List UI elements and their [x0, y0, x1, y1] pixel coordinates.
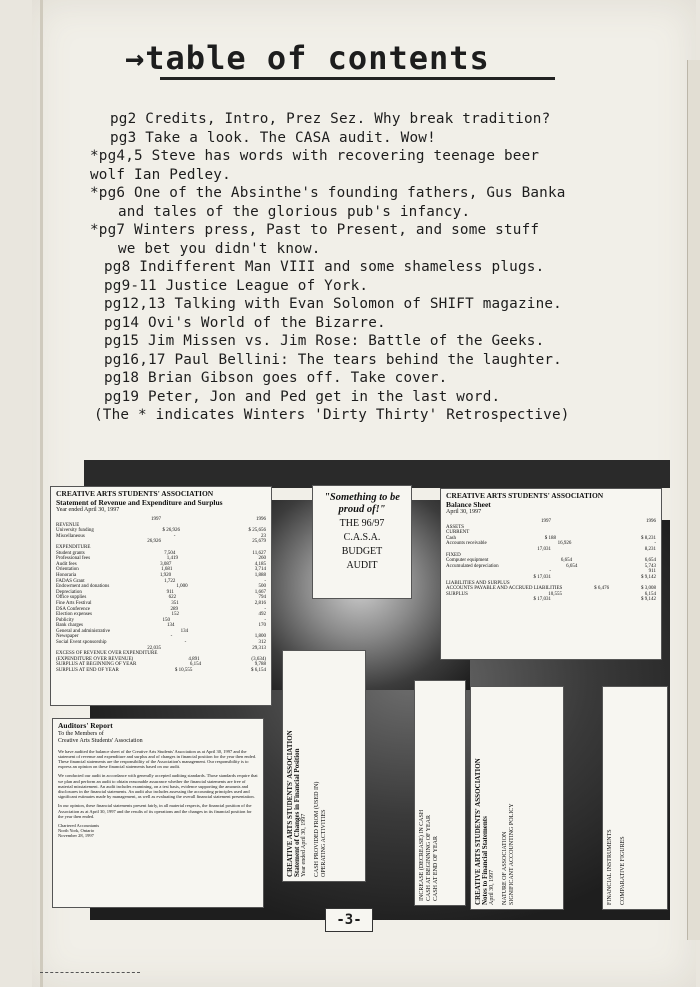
balance-org: CREATIVE ARTS STUDENTS' ASSOCIATION: [446, 491, 604, 500]
table-cell: DSA Conference: [56, 606, 91, 612]
table-cell: 22,035: [147, 645, 161, 651]
changes-line: OPERATING ACTIVITIES: [321, 809, 327, 877]
table-cell: 170: [258, 623, 266, 629]
table-cell: Accumulated depreciation: [446, 563, 499, 569]
toc-item: *pg6 One of the Absinthe's founding fathers, Gus Banka: [90, 185, 566, 201]
auditors-signature: November 28, 1997: [58, 833, 94, 839]
notes-statement: [470, 686, 564, 910]
changes-line: CASH PROVIDED FROM (USED IN): [314, 781, 320, 877]
table-cell: 1,667: [254, 589, 266, 595]
table-cell: Publicity: [56, 617, 75, 623]
table-cell: 3,087: [160, 561, 172, 567]
col-header: 1997: [541, 519, 551, 524]
table-cell: 1,000: [176, 584, 188, 590]
changes-line: CASH AT END OF YEAR: [433, 835, 439, 901]
table-cell: $ 3,008: [641, 586, 656, 592]
table-row: [446, 597, 656, 603]
table-cell: ASSETS: [446, 524, 465, 530]
notes-item: FINANCIAL INSTRUMENTS: [607, 829, 613, 905]
table-cell: Office supplies: [56, 595, 87, 601]
revenue-org: CREATIVE ARTS STUDENTS' ASSOCIATION: [56, 489, 214, 498]
quote-line: THE 96/97: [339, 518, 385, 529]
auditors-paragraph: We have audited the balance sheet of the Creative Arts Students' Association as at April 30, 1997 and the statement of revenue and expenditure and surplus and of changes in financial position for the year then ended. These financial statements are the responsibility of the Association's management. Our responsibility is to express an opinion on these financial statements based on our audit.: [58, 748, 257, 770]
table-row: [56, 668, 266, 674]
table-cell: 6,154: [644, 591, 656, 597]
table-cell: $ 8,231: [641, 535, 656, 541]
table-cell: 6,654: [566, 563, 578, 569]
notes-period: April 30, 1997: [489, 869, 495, 905]
table-cell: University funding: [56, 528, 94, 534]
auditors-paragraph: We conducted our audit in accordance with generally accepted auditing standards. Those standards require that we plan and perform an audit to obtain reasonable assurance whether the financial statements are free of material misstatement. An audit includes examining, on a test basis, evidence supporting the amounts and disclosures in the financial statements. An audit also includes assessing the accounting principles used and significant estimates made by management, as well as evaluating the overall financial statement presentation.: [58, 773, 258, 800]
table-cell: EXPENDITURE: [56, 544, 91, 550]
table-cell: $ 188: [544, 535, 556, 541]
revenue-period: Year ended April 30, 1997: [56, 507, 120, 513]
changes-text: [287, 730, 328, 877]
table-cell: 351: [171, 600, 179, 606]
table-cell: -: [173, 533, 176, 539]
toc-item: we bet you didn't know.: [118, 240, 321, 257]
table-cell: 6,654: [560, 558, 573, 564]
table-cell: 23: [260, 533, 266, 539]
page-number: -3-: [325, 908, 373, 932]
table-cell: Depreciation: [56, 589, 82, 595]
table-cell: FADAS Grant: [56, 578, 85, 584]
toc-item: wolf Ian Pedley.: [90, 166, 231, 183]
table-cell: FIXED: [446, 552, 461, 558]
table-cell: 1,681: [161, 567, 173, 573]
table-cell: $ 26,926: [162, 528, 180, 534]
toc-item: pg16,17 Paul Bellini: The tears behind the laughter.: [104, 351, 562, 368]
table-cell: SURPLUS AT END OF YEAR: [56, 668, 119, 674]
table-cell: -: [264, 578, 266, 584]
table-cell: 152: [171, 612, 179, 618]
toc-item: *pg7 Winters press, Past to Present, and some stuff: [90, 222, 540, 238]
table-cell: Social Event sponsorship: [56, 640, 107, 646]
table-cell: 260: [258, 556, 266, 562]
table-cell: Student grants: [56, 550, 85, 556]
table-cell: 4,185: [254, 561, 266, 567]
collage-dark-band: [84, 460, 670, 488]
auditors-heading: Auditors' Report: [58, 721, 113, 730]
toc-item: pg9-11 Justice League of York.: [104, 277, 369, 294]
table-cell: 6,154: [189, 662, 202, 668]
table-cell: $ 6,154: [250, 668, 266, 674]
table-cell: Fine Arts Festival: [56, 600, 92, 606]
table-cell: 289: [170, 606, 179, 612]
notes-item: SIGNIFICANT ACCOUNTING POLICY: [509, 803, 515, 905]
table-cell: Miscellaneous: [56, 533, 85, 539]
changes-heading: Statement of Changes in Financial Position: [293, 748, 301, 877]
toc-item: pg8 Indifferent Man VIII and some shameless plugs.: [104, 259, 545, 275]
quote-line: BUDGET: [341, 546, 383, 557]
changes-org: CREATIVE ARTS STUDENTS' ASSOCIATION: [286, 730, 294, 877]
table-cell: 17,031: [537, 546, 551, 552]
table-cell: 6,654: [644, 558, 656, 564]
auditors-report: [52, 718, 264, 908]
changes-period: Year ended April 30, 1997: [301, 813, 307, 877]
table-cell: Audit fees: [56, 561, 77, 567]
balance-rows: [446, 519, 656, 603]
balance-heading: Balance Sheet: [446, 499, 491, 509]
toc-item: pg14 Ovi's World of the Bizarre.: [104, 314, 386, 331]
title-underline: [160, 77, 555, 80]
table-cell: 911: [648, 569, 656, 575]
table-cell: -: [654, 541, 656, 547]
quote-line: proud of!": [338, 504, 386, 515]
page-edge: [687, 60, 700, 940]
col-header: 1996: [646, 519, 656, 524]
table-cell: $ 10,555: [174, 668, 193, 674]
changes-statement-cont: [414, 680, 466, 906]
table-cell: 134: [166, 623, 175, 629]
table-cell: 1,722: [164, 578, 176, 584]
table-cell: 794: [258, 595, 266, 601]
notes-text: [475, 758, 516, 905]
auditors-signature: North York, Ontario: [58, 828, 95, 834]
table-cell: Orientation: [56, 567, 79, 573]
notes-statement-cont: [602, 686, 668, 910]
notes-item: NATURE OF ASSOCIATION: [502, 831, 508, 905]
table-cell: -: [170, 634, 173, 640]
table-cell: 4,891: [188, 656, 200, 662]
table-cell: Honoraria: [56, 572, 77, 578]
table-cell: Cash: [446, 535, 456, 541]
table-cell: EXCESS OF REVENUE OVER EXPENDITURE: [56, 651, 158, 657]
table-cell: 1,800: [254, 634, 266, 640]
revenue-statement: [50, 486, 272, 706]
table-cell: $ 9,142: [641, 597, 656, 603]
table-cell: 5,743: [644, 563, 656, 569]
table-cell: REVENUE: [56, 522, 80, 528]
table-cell: Bank charges: [56, 623, 83, 629]
table-cell: 911: [166, 589, 174, 595]
col-header: 1997: [151, 517, 161, 522]
quote-line: AUDIT: [346, 560, 378, 571]
auditors-to: To the Members of: [58, 730, 104, 737]
audit-collage: [50, 460, 670, 940]
changes-text: [419, 810, 440, 901]
table-cell: 2,816: [254, 600, 266, 606]
toc-item: *pg4,5 Steve has words with recovering teenage beer: [90, 148, 540, 164]
toc-item: pg15 Jim Missen vs. Jim Rose: Battle of the Geeks.: [104, 333, 545, 349]
table-cell: 7,504: [164, 550, 176, 556]
table-cell: (3,634): [251, 656, 266, 662]
page-fold: [40, 0, 43, 987]
table-cell: 622: [168, 595, 177, 601]
table-cell: Election expenses: [56, 612, 92, 618]
table-cell: ACCOUNTS PAYABLE AND ACCRUED LIABILITIES: [446, 586, 563, 592]
table-cell: -: [264, 617, 266, 623]
table-cell: $ 6,476: [594, 586, 610, 592]
table-cell: SURPLUS: [446, 591, 468, 597]
table-cell: Professional fees: [56, 556, 91, 562]
balance-sheet: [440, 488, 662, 660]
table-cell: 29,313: [252, 645, 266, 651]
col-header: 1996: [256, 517, 266, 522]
revenue-heading: Statement of Revenue and Expenditure and Surplus: [56, 497, 223, 507]
table-cell: 1,419: [166, 556, 179, 562]
revenue-rows: [56, 517, 266, 674]
title-text: table of contents: [145, 39, 490, 77]
table-cell: 16,926: [557, 541, 572, 547]
table-cell: CURRENT: [446, 530, 470, 536]
table-cell: $ 25,656: [248, 528, 266, 534]
notes-org: CREATIVE ARTS STUDENTS' ASSOCIATION: [474, 758, 482, 905]
auditors-to: Creative Arts Students' Association: [58, 737, 143, 744]
page-title: [125, 38, 565, 78]
toc-item: pg2 Credits, Intro, Prez Sez. Why break tradition?: [110, 111, 551, 127]
table-cell: $ 17,031: [533, 597, 551, 603]
toc-item: pg3 Take a look. The CASA audit. Wow!: [110, 129, 436, 146]
arrow-icon: →: [125, 39, 146, 77]
toc-item: pg19 Peter, Jon and Ped get in the last word.: [104, 388, 501, 405]
table-cell: LIABILITIES AND SURPLUS: [446, 580, 510, 586]
notes-heading: Notes to Financial Statements: [481, 816, 489, 905]
table-cell: 10,555: [548, 591, 562, 597]
auditors-signature: Chartered Accountants: [58, 822, 100, 828]
table-cell: SURPLUS AT BEGINNING OF YEAR: [56, 662, 137, 668]
balance-period: April 30, 1997: [446, 509, 482, 515]
table-cell: 25,679: [252, 539, 266, 545]
table-cell: 8,231: [644, 546, 656, 552]
table-cell: Newspaper: [56, 634, 79, 640]
table-cell: 11,627: [252, 550, 266, 556]
table-cell: 312: [258, 640, 266, 646]
table-cell: 3,714: [254, 567, 266, 573]
toc-item: pg18 Brian Gibson goes off. Take cover.: [104, 370, 448, 386]
changes-line: INCREASE (DECREASE) IN CASH: [419, 809, 425, 901]
toc-list: [90, 110, 610, 425]
table-cell: $ 17,031: [533, 574, 551, 580]
table-cell: -: [184, 640, 187, 646]
notes-item: COMPARATIVE FIGURES: [620, 836, 626, 905]
table-cell: 134: [180, 628, 189, 634]
table-cell: 9,788: [254, 662, 266, 668]
bottom-divider: [40, 972, 140, 973]
table-cell: (EXPENDITURE OVER REVENUE): [56, 656, 134, 662]
quote-line: C.A.S.A.: [343, 532, 381, 543]
table-cell: $ 9,142: [641, 574, 656, 580]
auditors-paragraph: In our opinion, these financial statements present fairly, in all material respects, the financial position of the Association as at April 30, 1997 and the results of its operations and the changes in its financial position for the year then ended.: [58, 803, 252, 819]
table-cell: -: [549, 569, 551, 575]
quote-line: "Something to be: [324, 492, 400, 503]
table-cell: 492: [258, 612, 266, 618]
changes-statement: [282, 650, 366, 882]
table-cell: Accounts receivable: [446, 541, 487, 547]
table-cell: General and administrative: [56, 628, 111, 634]
toc-item: and tales of the glorious pub's infancy.: [118, 203, 471, 220]
table-cell: 26,926: [147, 539, 161, 545]
table-cell: 500: [258, 584, 266, 590]
table-cell: 1,920: [159, 572, 172, 578]
table-cell: 1,888: [254, 572, 266, 578]
toc-item: (The * indicates Winters 'Dirty Thirty' Retrospective): [94, 407, 570, 423]
table-cell: 150: [162, 617, 171, 623]
table-cell: Computer equipment: [446, 558, 489, 564]
toc-item: pg12,13 Talking with Evan Solomon of SHIFT magazine.: [104, 296, 562, 312]
quote-box: [312, 485, 412, 599]
table-cell: -: [264, 606, 266, 612]
table-cell: Endowment and donations: [56, 584, 110, 590]
notes-text: [607, 829, 627, 905]
changes-line: CASH AT BEGINNING OF YEAR: [426, 814, 432, 901]
